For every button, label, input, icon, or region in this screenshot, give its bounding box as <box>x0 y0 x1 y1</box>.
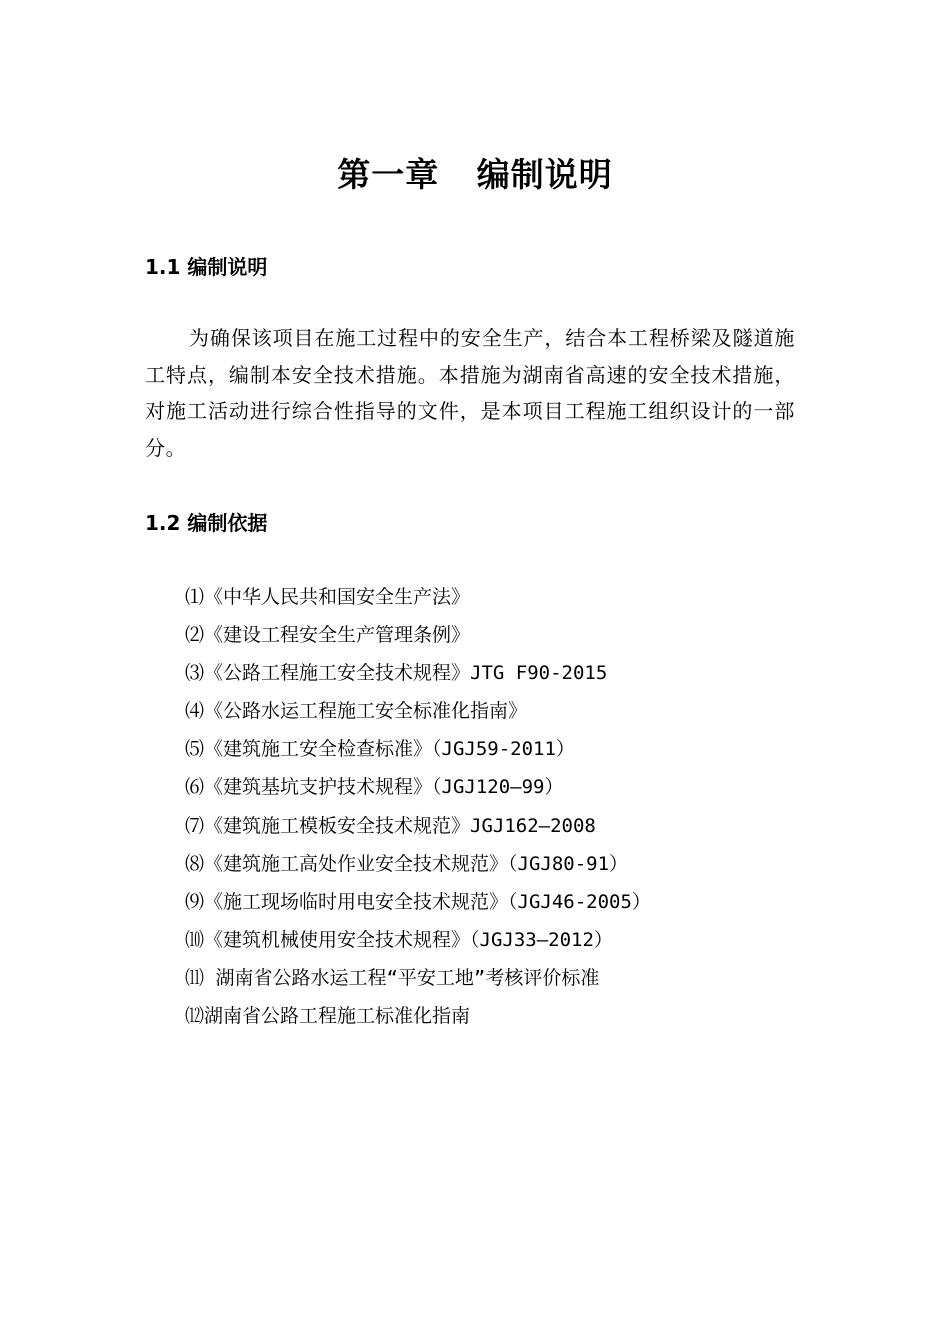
list-item: ⑺《建筑施工模板安全技术规范》JGJ162—2008 <box>185 814 596 837</box>
basis-list <box>185 578 825 1035</box>
section-heading-1-1: 1.1 编制说明 <box>145 255 268 279</box>
section-heading-1-2: 1.2 编制依据 <box>145 511 268 535</box>
list-item: ⑿湖南省公路工程施工标准化指南 <box>185 1005 471 1028</box>
list-item: ⑻《建筑施工高处作业安全技术规范》（JGJ80-91） <box>185 852 629 875</box>
list-item: ⑴《中华人民共和国安全生产法》 <box>185 586 471 608</box>
list-item: ⑾ 湖南省公路水运工程“平安工地”考核评价标准 <box>185 966 600 989</box>
list-item: ⑶《公路工程施工安全技术规程》JTG F90-2015 <box>185 662 608 685</box>
list-item: ⑼《施工现场临时用电安全技术规范》（JGJ46-2005） <box>185 890 651 913</box>
list-item: ⑸《建筑施工安全检查标准》（JGJ59-2011） <box>185 738 575 761</box>
list-item: ⑽《建筑机械使用安全技术规程》（JGJ33—2012） <box>185 928 613 951</box>
section-1-1-paragraph: 为确保该项目在施工过程中的安全生产，结合本工程桥梁及隧道施工特点，编制本安全技术措施。本措施为湖南省高速的安全技术措施，对施工活动进行综合性指导的文件，是本项目工程施工组织设计的一部分。 <box>145 326 795 460</box>
list-item: ⑹《建筑基坑支护技术规程》（JGJ120—99） <box>185 776 564 799</box>
chapter-title: 第一章 编制说明 <box>337 155 613 194</box>
list-item: ⑵《建设工程安全生产管理条例》 <box>185 624 471 647</box>
list-item: ⑷《公路水运工程施工安全标准化指南》 <box>185 700 528 723</box>
